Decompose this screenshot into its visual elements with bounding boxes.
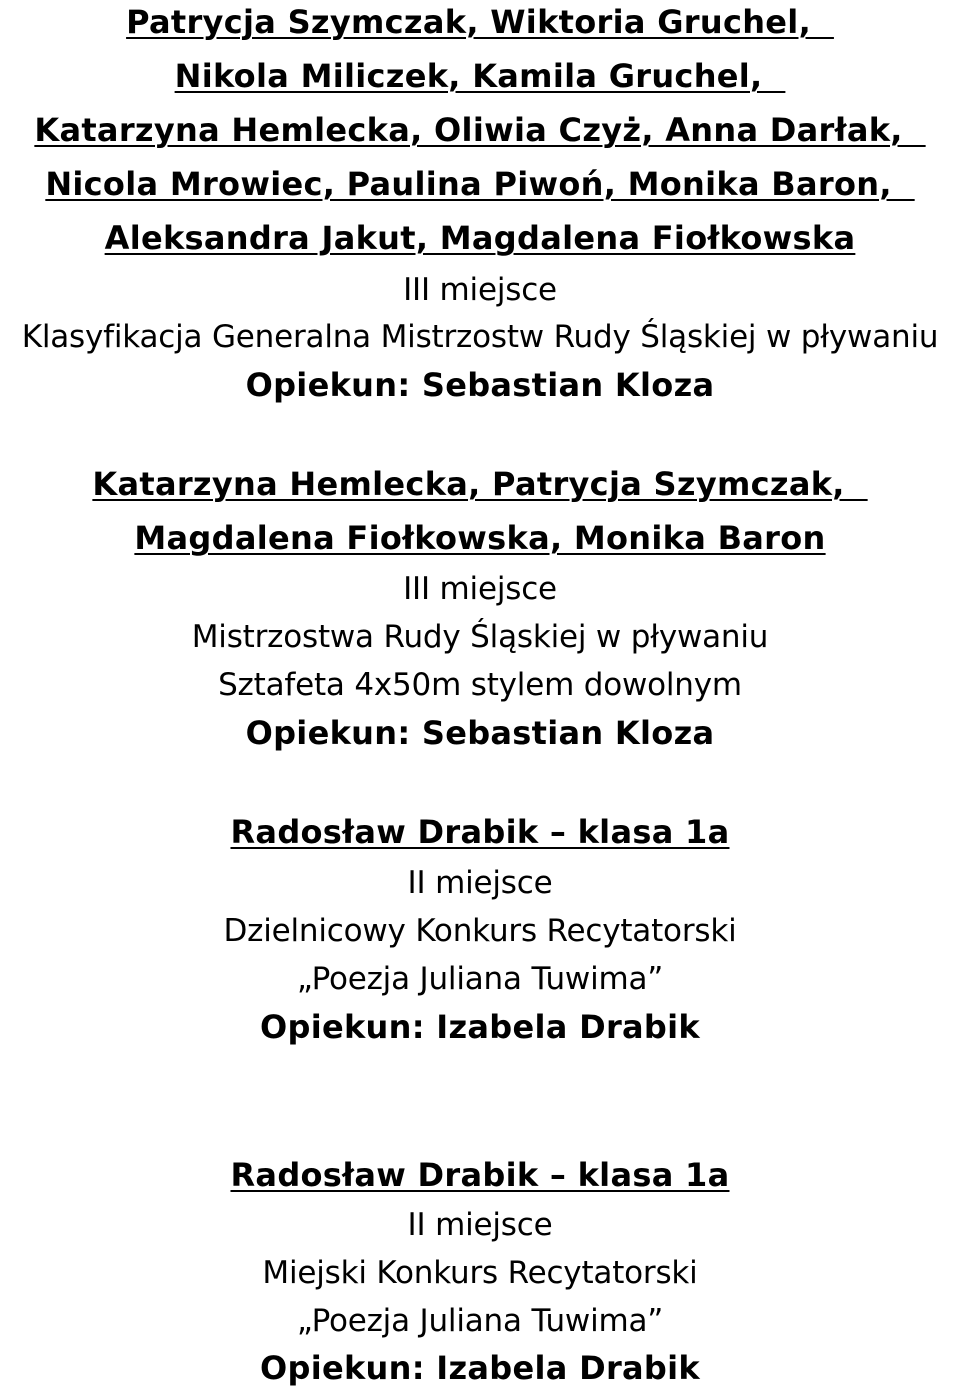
award-detail: Mistrzostwa Rudy Śląskiej w pływaniu	[191, 619, 769, 655]
award-place: II miejsce	[407, 1207, 553, 1243]
award-coach: Opiekun: Sebastian Kloza	[245, 366, 715, 404]
award-detail: Sztafeta 4x50m stylem dowolnym	[218, 667, 742, 703]
award-names-line: Patrycja Szymczak, Wiktoria Gruchel,	[126, 3, 834, 41]
award-place: II miejsce	[407, 865, 553, 901]
award-names-line: Nicola Mrowiec, Paulina Piwoń, Monika Baron,	[45, 165, 915, 203]
award-coach: Opiekun: Izabela Drabik	[260, 1349, 700, 1387]
award-names-line: Radosław Drabik – klasa 1a	[230, 813, 730, 851]
award-names-line: Aleksandra Jakut, Magdalena Fiołkowska	[104, 219, 856, 257]
award-names-line: Katarzyna Hemlecka, Patrycja Szymczak,	[92, 465, 868, 503]
award-names-line: Magdalena Fiołkowska, Monika Baron	[134, 519, 826, 557]
award-coach: Opiekun: Sebastian Kloza	[245, 714, 715, 752]
award-detail: „Poezja Juliana Tuwima”	[296, 1303, 664, 1339]
award-detail: Miejski Konkurs Recytatorski	[262, 1255, 698, 1291]
award-detail: Klasyfikacja Generalna Mistrzostw Rudy Śląskiej w pływaniu	[21, 319, 939, 355]
award-place: III miejsce	[403, 571, 557, 607]
award-names-line: Radosław Drabik – klasa 1a	[230, 1156, 730, 1194]
award-names-line: Katarzyna Hemlecka, Oliwia Czyż, Anna Darłak,	[34, 111, 926, 149]
award-place: III miejsce	[403, 272, 557, 308]
award-names-line: Nikola Miliczek, Kamila Gruchel,	[174, 57, 786, 95]
award-detail: „Poezja Juliana Tuwima”	[296, 961, 664, 997]
award-detail: Dzielnicowy Konkurs Recytatorski	[223, 913, 737, 949]
award-coach: Opiekun: Izabela Drabik	[260, 1008, 700, 1046]
